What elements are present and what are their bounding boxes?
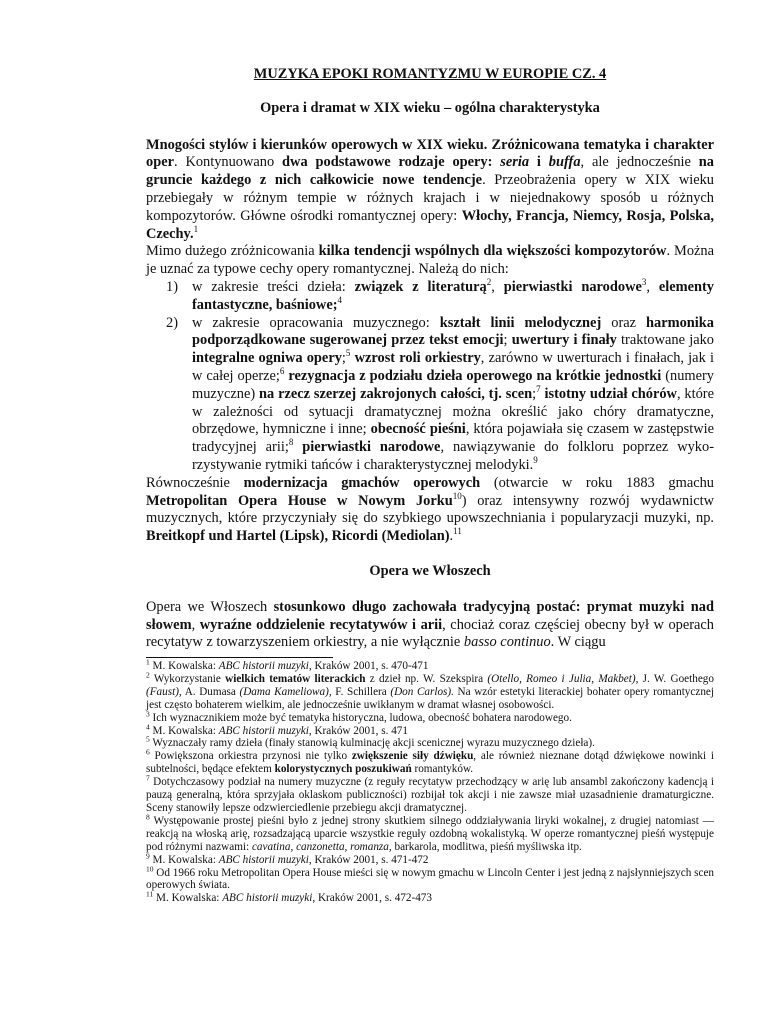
footnotes [146,657,715,905]
footnote: $^4$ M. Kowalska: ABC historii muzyki, Kraków 2001, s. 471 [146,721,408,737]
footnote: $^5$ Wyznaczały ramy dzieła (finały stanowią kulminację akcji scenicznej wyrazu muzycznego dzieła). [146,734,595,750]
footnote-ref: 1 [193,223,199,234]
footnote: $^6$ Powiększona orkiestra przynosi nie tylko zwiększenie siły dźwięku, ale również nieznane dotąd dźwiękowe nowinki i subtelności, będące efektem kolorystycznych poszukiwań romantyków. [146,747,715,776]
modernization-paragraph: Równocześnie modernizacja gmachów operowych (otwarcie w roku 1883 gmachu Metropolitan Opera House w Nowym Jorku$^{10}$) oraz intensywny rozwój wydawnictw muzycznych, które przyczyniały się do szybkiego upowszechniania i popularyzacji muzyki, np. Breitkopf und Hartel (Lipsk), Ricordi (Mediolan).$^{11}$ [146,474,714,545]
intro-paragraph: Mnogości stylów i kierunków operowych w XIX wieku. Zróżnicowana tematyka i charakter oper. Kontynuowano dwa podstawowe rodzaje opery: seria i buffa, ale jednocześnie na gruncie każdego z nich całkowicie nowe tendencje. Przeobrażenia opery w XIX wieku przebiegały w różnym tempie w różnych krajach i w niejednakowy sposób u różnych kompozytorów. Główne ośrodki romantycznej opery: Włochy, Francja, Niemcy, Rosja, Polska, Czechy.$^1$ [146,136,714,242]
main-text [146,66,714,652]
section-subtitle: Opera i dramat w XIX wieku – ogólna charakterystyka [260,99,600,116]
footnote: $^1$ M. Kowalska: ABC historii muzyki, Kraków 2001, s. 470-471 [146,657,429,672]
footnote-divider [146,657,333,658]
italy-paragraph: Opera we Włoszech stosunkowo długo zachowała tradycyjną postać: prymat muzyki nad słowem, wyraźne oddzielenie recytatywów i arii, chociaż coraz częściej obecny był w operach recytatyw z towarzyszeniem orkiestry, a nie wyłącznie basso continuo. W ciągu [146,598,715,651]
footnote: $^{11}$ M. Kowalska: ABC historii muzyki, Kraków 2001, s. 472-473 [146,889,432,905]
document-title: MUZYKA EPOKI ROMANTYZMU W EUROPIE CZ. 4 [253,66,607,82]
list-item: 1) w zakresie treści dzieła: związek z literaturą$^2$, pierwiastki narodowe$^3$, elementy fantastyczne, baśniowe;$^4$ [166,277,714,313]
footnote: $^3$ Ich wyznacznikiem może być tematyka historyczna, ludowa, obecność bohatera narodowego. [146,708,572,724]
footnote: $^7$ Dotychczasowy podział na numery muzyczne (z reguły recytatyw przechodzący w arię lub ansambl zakończony kadencją i pauzą generalną, która sprzyjała oklaskom publiczności) rozbijał tok akcji i nie zawsze miał uzasadnienie dramaturgiczne. Sceny stanowiły lepsze odzwierciedlenie przebiegu akcji dramatycznej. [146,773,714,814]
section-heading-italy: Opera we Włoszech [369,562,491,579]
tendencies-paragraph: Mimo dużego zróżnicowania kilka tendencji wspólnych dla większości kompozytorów. Można je uznać za typowe cechy opery romantycznej. Należą do nich: [146,243,715,278]
list-item: 2) w zakresie opracowania muzycznego: kształt linii melodycznej oraz harmonika podporządkowane sugerowanej przez tekst emocji; uwertury i finały traktowane jako integralne ogniwa opery;$^5$ wzrost roli orkiestry, zarówno w uwerturach i finałach, jak i w całej operze;$^6$ rezygnacja z podziału dzieła operowego na krótkie jednostki (numery muzyczne) na rzecz szerzej zakrojonych całości, tj. scen;$^7$ istotny udział chórów, które w zależności od sytuacji dramatycznej można określić jako chóry dramatyczne, obrzędowe, hymniczne i inne; obecność pieśni, która pojawiała się czasem w zastępstwie tradycyjnej arii;$^8$ pierwiastki narodowe, nawiązywanie do folkloru poprzez wyko-rzystywanie rytmiki tańców i charakterystycznej melodyki.$^9$ [166,314,714,473]
footnote: $^8$ Występowanie prostej pieśni było z jednej strony skutkiem silnego oddziaływania liryki wokalnej, z drugiej natomiast — reakcją na włoską arię, rozsadzającą uparcie wszystkie reguły ozdobną wokalistyką. W operze romantycznej pieśń występuje pod różnymi nazwami: cavatina, canzonetta, romanza, barkarola, modlitwa, pieśń myśliwska itp. [146,812,714,853]
footnote: $^9$ M. Kowalska: ABC historii muzyki, Kraków 2001, s. 471-472 [146,850,429,866]
footnote: $^2$ Wykorzystanie wielkich tematów literackich z dzieł np. W. Szekspira (Otello, Romeo i Julia, Makbet), J. W. Goethego (Faust), A. Dumasa (Dama Kameliowa), F. Schillera (Don Carlos). Na wzór estetyki literackiej bohater opery romantycznej jest często bohaterem wielkim, ale jednocześnie uwikłanym w dramat własnej osobowości. [146,670,714,711]
footnote: $^{10}$ Od 1966 roku Metropolitan Opera House mieści się w nowym gmachu w Lincoln Center i jest jedną z najsłynniejszych scen operowych świata. [146,863,714,892]
tendencies-list [146,279,714,475]
